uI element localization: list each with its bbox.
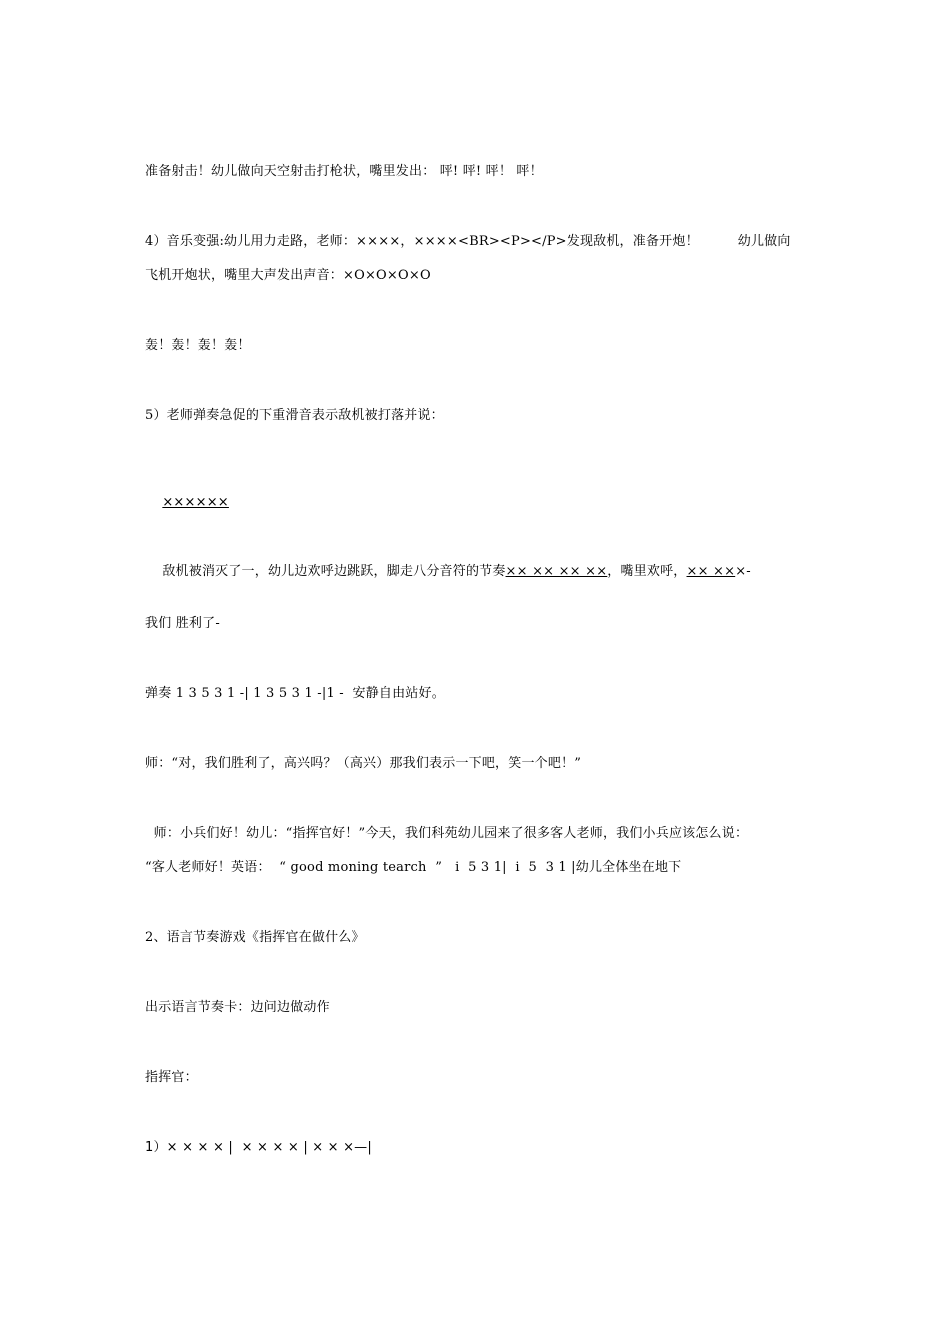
- enemy-destroyed-text: 敌机被消灭了一，幼儿边欢呼边跳跃，脚走八分音符的节奏: [162, 564, 506, 579]
- cheer-text: ，嘴里欢呼，: [607, 564, 687, 579]
- rhythm-pattern: [145, 476, 229, 530]
- eighth-note-rhythm: ×× ×× ×× ××: [505, 564, 608, 579]
- paragraph-play-notes: 弹奏 1 3 5 3 1 -| 1 3 5 3 1 -|1 - 安静自由站好。: [145, 686, 445, 701]
- paragraph-step-4-continued: 飞机开炮状，嘴里大声发出声音：×O×O×O×O: [145, 268, 431, 283]
- paragraph-we-won: 我们 胜利了-: [145, 616, 220, 631]
- paragraph-boom: 轰！轰！轰！轰！: [145, 338, 251, 353]
- paragraph-teacher-happy: 师：“对，我们胜利了，高兴吗？（高兴）那我们表示一下吧，笑一个吧！”: [145, 756, 582, 771]
- section-heading-rhythm-game: 2、语言节奏游戏《指挥官在做什么》: [145, 930, 365, 945]
- paragraph-step-5: 5）老师弹奏急促的下重滑音表示敌机被打落并说：: [145, 408, 444, 423]
- cheer-rhythm: ×× ××: [686, 564, 736, 579]
- paragraph-step-4: 4）音乐变强:幼儿用力走路，老师：××××，××××<BR><P></P>发现敌机，准备开炮！ 幼儿做向: [145, 234, 791, 249]
- paragraph-shooting: 准备射击！幼儿做向天空射击打枪状，嘴里发出： 呯! 呯! 呯！ 呯！: [145, 164, 543, 179]
- paragraph-enemy-destroyed: [145, 545, 751, 599]
- paragraph-rhythm-card: 出示语言节奏卡：边问边做动作: [145, 1000, 330, 1015]
- paragraph-commander: 指挥官：: [145, 1070, 198, 1085]
- paragraph-greeting: 师：小兵们好！幼儿：“指挥官好！”今天，我们科苑幼儿园来了很多客人老师，我们小兵应该怎么说：: [145, 826, 749, 841]
- rhythm-pattern-text: ××××××: [162, 495, 229, 510]
- cheer-rhythm-end: ×-: [735, 564, 751, 579]
- paragraph-greeting-continued: “客人老师好！英语： “ good moning tearch ” i 5 3 1| i 5 3 1 |幼儿全体坐在地下: [145, 860, 682, 875]
- paragraph-rhythm-1: 1）× × × × | × × × × | × × ×—|: [145, 1140, 372, 1155]
